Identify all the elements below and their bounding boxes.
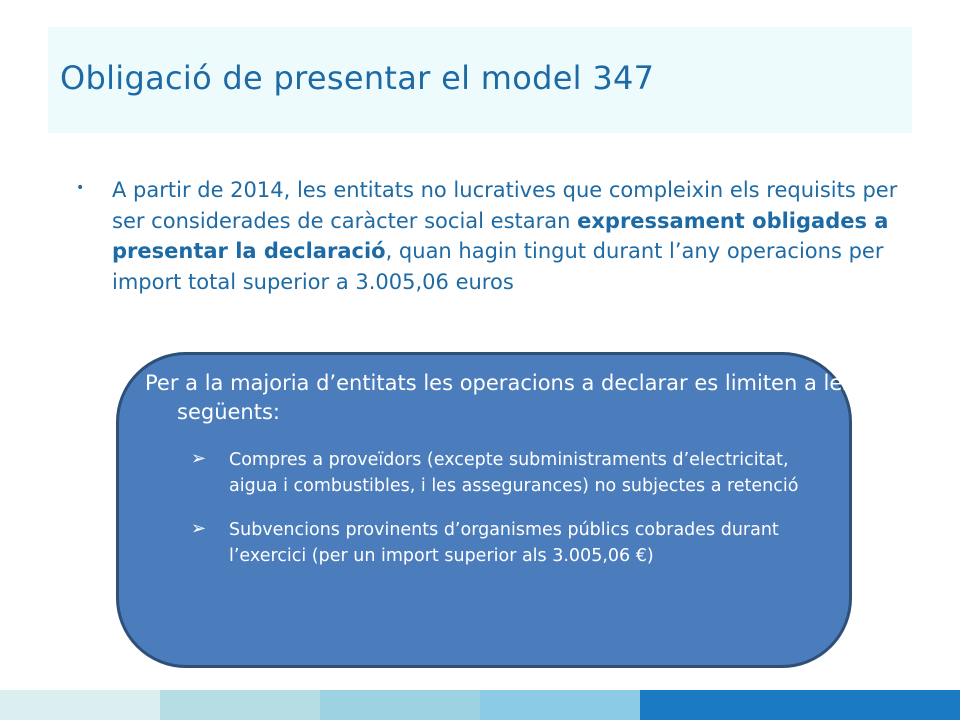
- bullet-text: [112, 175, 906, 297]
- main-bullet: [76, 175, 906, 297]
- list-item: [191, 447, 831, 499]
- list-item: [191, 517, 831, 569]
- footer-segment: [640, 690, 800, 720]
- bullet-text-bold: expressament obligades a presentar la declaració: [112, 208, 889, 263]
- footer-segment: [480, 690, 640, 720]
- bullet-text-before: A partir de 2014, les entitats no lucratives que compleixin els requisits per ser considerades de caràcter social estaran: [112, 178, 898, 233]
- footer-color-bar: [0, 690, 960, 720]
- title-band: [48, 27, 912, 133]
- arrow-right-icon: ➢: [191, 518, 207, 539]
- footer-segment: [160, 690, 320, 720]
- bullet-dot-icon: •: [76, 180, 85, 196]
- footer-segment: [800, 690, 960, 720]
- callout-box: [116, 352, 852, 668]
- footer-segment: [320, 690, 480, 720]
- list-item-text: Subvencions provinents d’organismes públics cobrades durant l’exercici (per un import superior als 3.005,06 €): [229, 520, 779, 566]
- callout-list: [191, 447, 831, 587]
- arrow-right-icon: ➢: [191, 448, 207, 469]
- footer-segment: [0, 690, 160, 720]
- bullet-text-after: , quan hagin tingut durant l’any operacions per import total superior a 3.005,06 euros: [112, 239, 884, 294]
- callout-heading: Per a la majoria d’entitats les operacions a declarar es limiten a les següents:: [145, 371, 854, 424]
- list-item-text: Compres a proveïdors (excepte subministraments d’electricitat, aigua i combustibles, i les assegurances) no subjectes a retenció: [229, 450, 799, 496]
- slide-title: Obligació de presentar el model 347: [60, 59, 655, 97]
